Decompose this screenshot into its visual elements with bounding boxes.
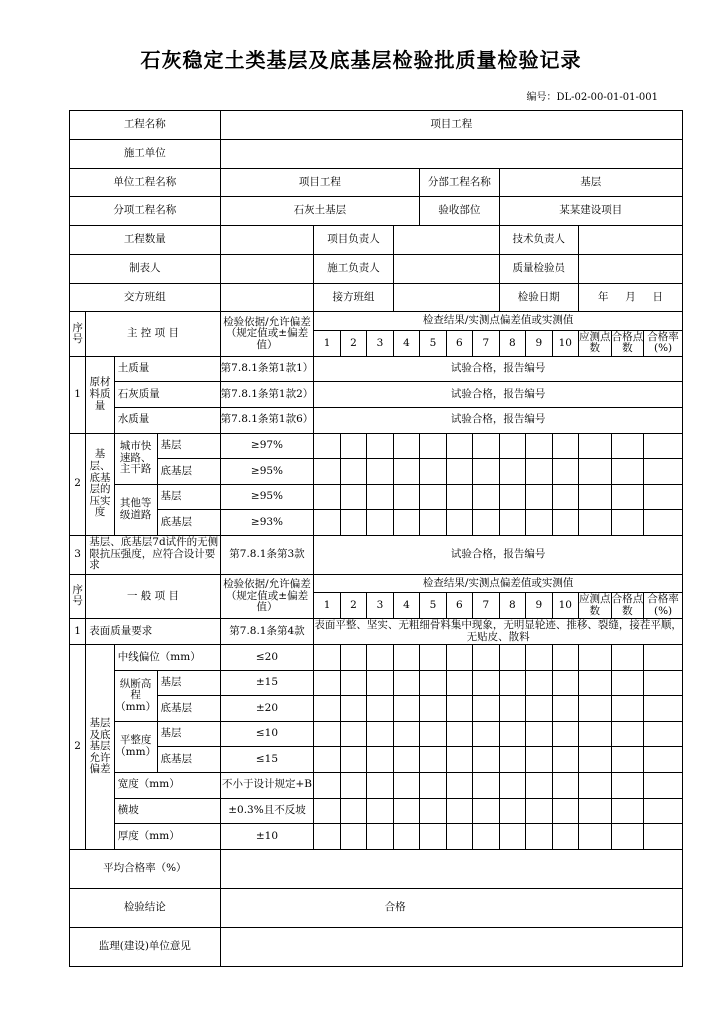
subitem-label: 分项工程名称 bbox=[70, 197, 221, 226]
page-title: 石灰稳定土类基层及底基层检验批质量检验记录 bbox=[140, 48, 582, 72]
handover-value[interactable] bbox=[220, 283, 314, 312]
main-r2-road1: 城市快速路、主干路 bbox=[114, 433, 157, 484]
serial-label: 编号： bbox=[526, 92, 557, 103]
date-year: 年 bbox=[598, 290, 609, 303]
main-r1-seq: 1 bbox=[70, 356, 86, 433]
elevation-layer: 基层 bbox=[157, 670, 220, 696]
main-r2-basis: ≥95% bbox=[220, 484, 314, 510]
serial-number bbox=[526, 88, 658, 103]
main-r1-item-basis: 第7.8.1条第1款6） bbox=[220, 408, 314, 434]
main-r1-item-result[interactable]: 试验合格，报告编号 bbox=[314, 382, 683, 408]
general-r2-seq: 2 bbox=[70, 645, 86, 849]
width-name: 宽度（mm） bbox=[114, 773, 220, 799]
tech-leader-value[interactable] bbox=[578, 226, 682, 255]
point-header: 1 bbox=[314, 330, 340, 356]
point-header: 8 bbox=[499, 593, 525, 619]
main-r3-seq: 3 bbox=[70, 535, 86, 574]
main-r2-seq: 2 bbox=[70, 433, 86, 535]
receiver-label: 接方班组 bbox=[314, 283, 393, 312]
main-r2-layer: 底基层 bbox=[157, 510, 220, 536]
point-header: 9 bbox=[526, 593, 552, 619]
main-r1-item-basis: 第7.8.1条第1款1） bbox=[220, 356, 314, 382]
avg-rate-label: 平均合格率（%） bbox=[70, 849, 221, 888]
flatness-basis: ≤10 bbox=[220, 721, 314, 747]
point-header: 6 bbox=[446, 593, 472, 619]
division-value[interactable]: 基层 bbox=[499, 168, 682, 197]
location-value[interactable]: 某某建设项目 bbox=[499, 197, 682, 226]
centerline-name: 中线偏位（mm） bbox=[114, 645, 220, 671]
point-header: 10 bbox=[552, 593, 578, 619]
point-header: 3 bbox=[367, 330, 393, 356]
elevation-basis: ±15 bbox=[220, 670, 314, 696]
conclusion-value[interactable]: 合格 bbox=[220, 888, 682, 927]
elevation-basis: ±20 bbox=[220, 696, 314, 722]
main-r2-layer: 底基层 bbox=[157, 459, 220, 485]
unit-project-value[interactable]: 项目工程 bbox=[220, 168, 420, 197]
project-name-label: 工程名称 bbox=[70, 111, 221, 140]
pass-rate-header: 合格率(%) bbox=[644, 593, 683, 619]
main-r2-basis: ≥97% bbox=[220, 433, 314, 459]
qualified-points-header: 合格点数 bbox=[611, 593, 644, 619]
thickness-name: 厚度（mm） bbox=[114, 824, 220, 850]
date-day: 日 bbox=[652, 290, 663, 303]
main-r2-basis: ≥95% bbox=[220, 459, 314, 485]
construction-unit-label: 施工单位 bbox=[70, 139, 221, 168]
results-header: 检查结果/实测点偏差值或实测值 bbox=[314, 312, 683, 330]
main-r1-item-name: 石灰质量 bbox=[114, 382, 220, 408]
should-measure-header: 应测点数 bbox=[578, 593, 611, 619]
inspection-date-value[interactable] bbox=[578, 283, 682, 312]
elevation-layer: 底基层 bbox=[157, 696, 220, 722]
flatness-name: 平整度（mm） bbox=[114, 721, 157, 772]
general-r1-result[interactable]: 表面平整、坚实、无粗细骨料集中现象，无明显轮迹、推移、裂缝，接茬平顺，无贴皮、散料 bbox=[314, 619, 683, 645]
location-label: 验收部位 bbox=[420, 197, 499, 226]
centerline-basis: ≤20 bbox=[220, 645, 314, 671]
receiver-value[interactable] bbox=[393, 283, 499, 312]
supervisor-value[interactable] bbox=[220, 927, 682, 966]
date-month: 月 bbox=[625, 290, 636, 303]
quality-inspector-label: 质量检验员 bbox=[499, 254, 578, 283]
project-leader-value[interactable] bbox=[393, 226, 499, 255]
basis-header: 检验依据/允许偏差（规定值或±偏差值） bbox=[220, 574, 314, 619]
point-header: 4 bbox=[393, 593, 419, 619]
unit-project-label: 单位工程名称 bbox=[70, 168, 221, 197]
point-header: 9 bbox=[526, 330, 552, 356]
avg-rate-value[interactable] bbox=[220, 849, 682, 888]
slope-name: 横坡 bbox=[114, 798, 220, 824]
general-r1-seq: 1 bbox=[70, 619, 86, 645]
main-r2-layer: 基层 bbox=[157, 433, 220, 459]
main-r2-basis: ≥93% bbox=[220, 510, 314, 536]
elevation-name: 纵断高程（mm） bbox=[114, 670, 157, 721]
maker-label: 制表人 bbox=[70, 254, 221, 283]
conclusion-label: 检验结论 bbox=[70, 888, 221, 927]
point-header: 4 bbox=[393, 330, 419, 356]
general-r1-basis: 第7.8.1条第4款 bbox=[220, 619, 314, 645]
project-leader-label: 项目负责人 bbox=[314, 226, 393, 255]
results-header: 检查结果/实测点偏差值或实测值 bbox=[314, 574, 683, 592]
main-r2-layer: 基层 bbox=[157, 484, 220, 510]
construction-leader-label: 施工负责人 bbox=[314, 254, 393, 283]
main-r1-item-result[interactable]: 试验合格，报告编号 bbox=[314, 356, 683, 382]
main-r2-group: 基层、底基层的压实度 bbox=[86, 433, 115, 535]
main-r1-item-name: 土质量 bbox=[114, 356, 220, 382]
general-r2-group: 基层及底基层允许偏差 bbox=[86, 645, 115, 849]
flatness-layer: 底基层 bbox=[157, 747, 220, 773]
flatness-layer: 基层 bbox=[157, 721, 220, 747]
point-header: 7 bbox=[473, 593, 499, 619]
quantity-label: 工程数量 bbox=[70, 226, 221, 255]
main-r1-group: 原材料质量 bbox=[86, 356, 115, 433]
basis-header: 检验依据/允许偏差（规定值或±偏差值） bbox=[220, 312, 314, 357]
main-r2-road2: 其他等级道路 bbox=[114, 484, 157, 535]
quality-inspector-value[interactable] bbox=[578, 254, 682, 283]
general-r1-name: 表面质量要求 bbox=[86, 619, 220, 645]
main-r3-result[interactable]: 试验合格，报告编号 bbox=[314, 535, 683, 574]
thickness-basis: ±10 bbox=[220, 824, 314, 850]
construction-leader-value[interactable] bbox=[393, 254, 499, 283]
point-header: 10 bbox=[552, 330, 578, 356]
construction-unit-value[interactable] bbox=[220, 139, 682, 168]
width-basis: 不小于设计规定+B bbox=[220, 773, 314, 799]
point-header: 1 bbox=[314, 593, 340, 619]
subitem-value[interactable]: 石灰土基层 bbox=[220, 197, 420, 226]
main-items-header: 主 控 项 目 bbox=[86, 312, 220, 357]
tech-leader-label: 技术负责人 bbox=[499, 226, 578, 255]
slope-basis: ±0.3%且不反坡 bbox=[220, 798, 314, 824]
main-r1-item-result[interactable]: 试验合格，报告编号 bbox=[314, 408, 683, 434]
maker-value[interactable] bbox=[220, 254, 314, 283]
main-r1-item-basis: 第7.8.1条第1款2） bbox=[220, 382, 314, 408]
project-name-value[interactable]: 项目工程 bbox=[220, 111, 682, 140]
point-header: 5 bbox=[420, 330, 446, 356]
main-r1-item-name: 水质量 bbox=[114, 408, 220, 434]
point-header: 6 bbox=[446, 330, 472, 356]
point-header: 2 bbox=[340, 593, 366, 619]
serial-value: DL-02-00-01-01-001 bbox=[556, 92, 658, 103]
point-header: 7 bbox=[473, 330, 499, 356]
point-header: 8 bbox=[499, 330, 525, 356]
inspection-date-label: 检验日期 bbox=[499, 283, 578, 312]
point-header: 5 bbox=[420, 593, 446, 619]
point-header: 2 bbox=[340, 330, 366, 356]
general-items-header: 一 般 项 目 bbox=[86, 574, 220, 619]
seq-header: 序号 bbox=[70, 574, 86, 619]
division-label: 分部工程名称 bbox=[420, 168, 499, 197]
point-header: 3 bbox=[367, 593, 393, 619]
inspection-record-table bbox=[69, 110, 683, 967]
main-r3-basis: 第7.8.1条第3款 bbox=[220, 535, 314, 574]
quantity-value[interactable] bbox=[220, 226, 314, 255]
seq-header: 序号 bbox=[70, 312, 86, 357]
flatness-basis: ≤15 bbox=[220, 747, 314, 773]
handover-label: 交方班组 bbox=[70, 283, 221, 312]
qualified-points-header: 合格点数 bbox=[611, 330, 644, 356]
main-r3-name: 基层、底基层7d试件的无侧限抗压强度，应符合设计要求 bbox=[86, 535, 220, 574]
pass-rate-header: 合格率(%) bbox=[644, 330, 683, 356]
should-measure-header: 应测点数 bbox=[578, 330, 611, 356]
supervisor-label: 监理(建设)单位意见 bbox=[70, 927, 221, 966]
